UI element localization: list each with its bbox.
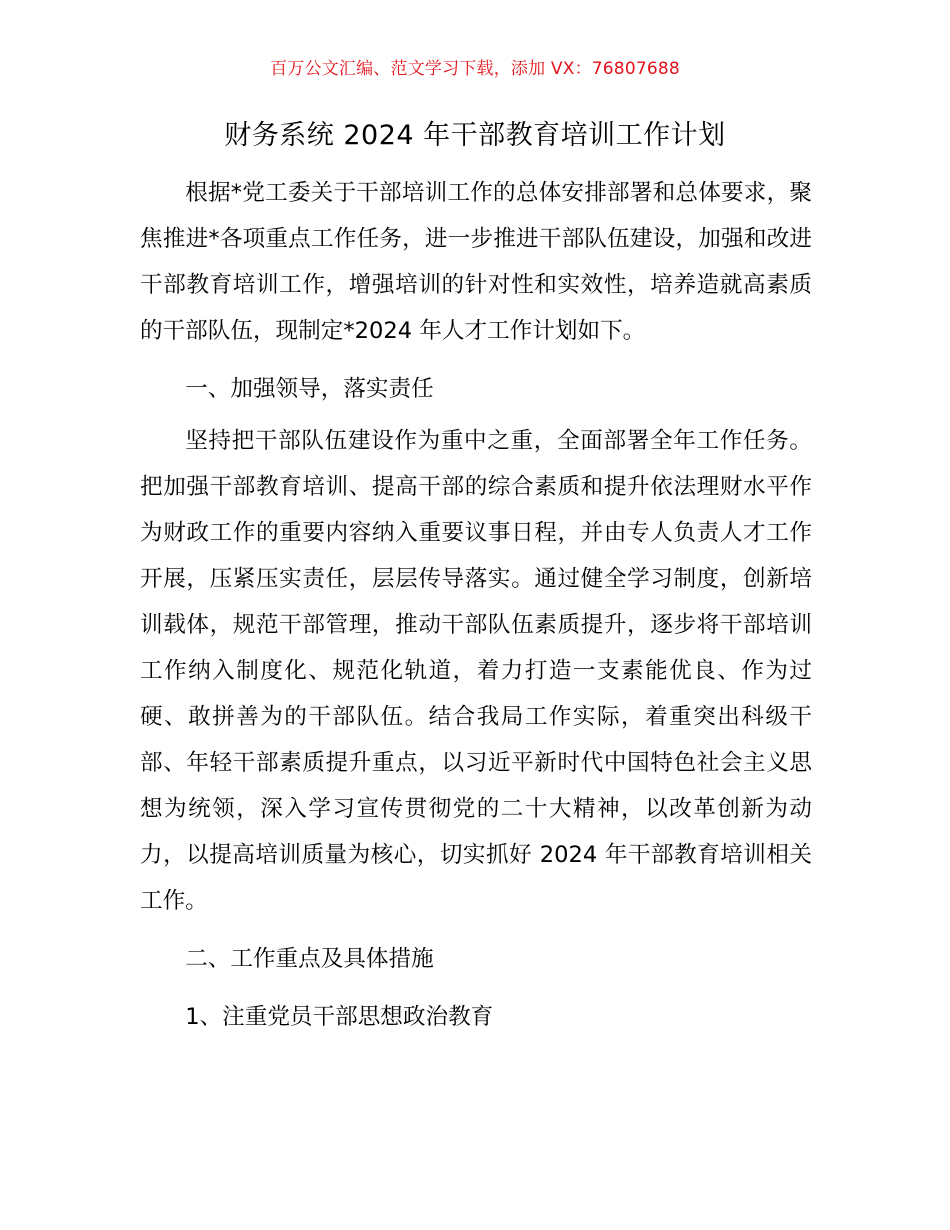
spacer — [140, 982, 812, 988]
spacer — [140, 354, 812, 360]
section-heading-2: 二、工作重点及具体措施 — [185, 946, 434, 972]
section-heading-1: 一、加强领导，落实责任 — [185, 376, 434, 402]
section-1-paragraph: 坚持把干部队伍建设作为重中之重，全面部署全年工作任务。把加强干部教育培训、提高干部的综合素质和提升依法理财水平作为财政工作的重要内容纳入重要议事日程，并由专人负责人才工作开展，压紧压实责任，层层传导落实。通过健全学习制度，创新培训载体，规范干部管理，推动干部队伍素质提升，逐步将干部培训工作纳入制度化、规范化轨道，着力打造一支素能优良、作为过硬、敢拼善为的干部队伍。结合我局工作实际，着重突出科级干部、年轻干部素质提升重点，以习近平新时代中国特色社会主义思想为统领，深入学习宣传贯彻党的二十大精神，以改革创新为动力，以提高培训质量为核心，切实抓好 2024 年干部教育培训相关工作。 — [140, 428, 812, 914]
document-body — [140, 170, 812, 1040]
spacer — [140, 924, 812, 930]
subsection-heading-1: 1、注重党员干部思想政治教育 — [185, 1004, 494, 1030]
watermark-banner: 百万公文汇编、范文学习下载，添加 VX：76807688 — [270, 59, 680, 79]
intro-paragraph: 根据*党工委关于干部培训工作的总体安排部署和总体要求，聚焦推进*各项重点工作任务，进一步推进干部队伍建设，加强和改进干部教育培训工作，增强培训的针对性和实效性，培养造就高素质的干部队伍，现制定*2024 年人才工作计划如下。 — [140, 180, 812, 344]
document-title: 财务系统 2024 年干部教育培训工作计划 — [224, 120, 726, 151]
